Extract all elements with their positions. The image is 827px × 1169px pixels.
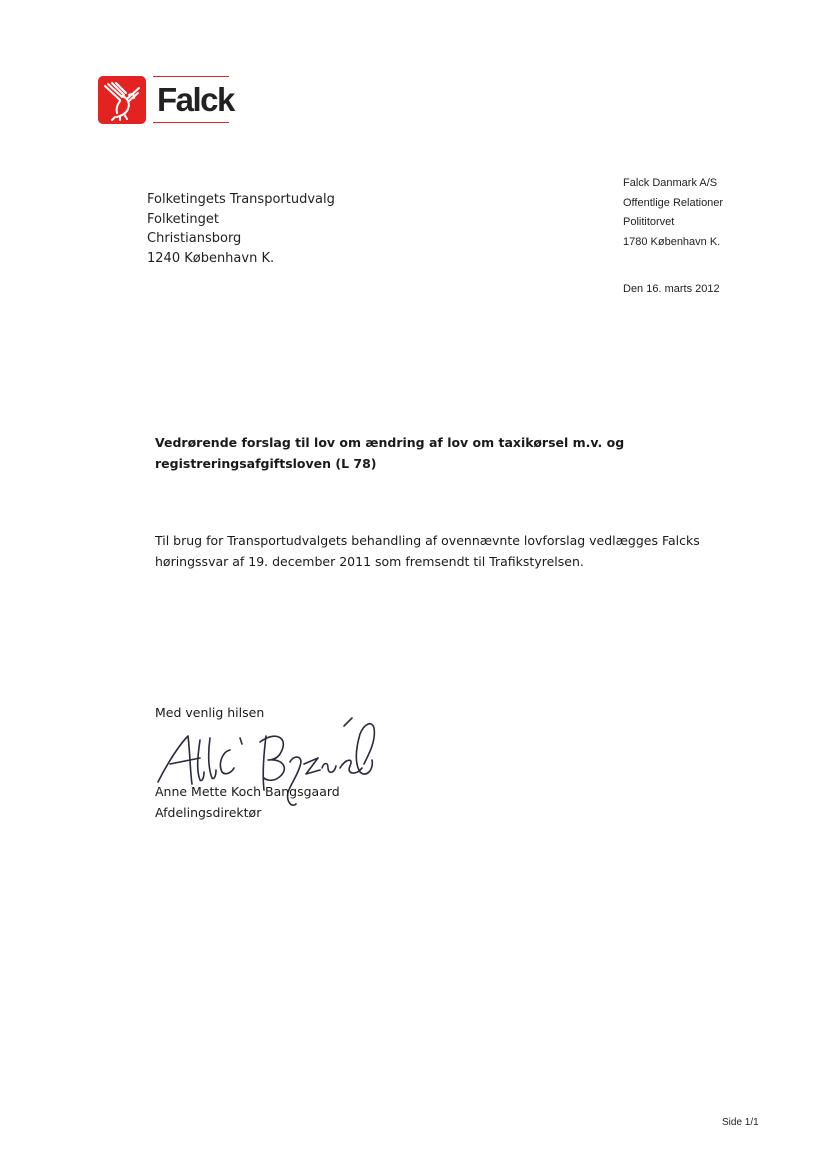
sender-address bbox=[623, 174, 723, 252]
letter-body: Til brug for Transportudvalgets behandling af ovennævnte lovforslag vedlægges Falcks høringssvar af 19. december 2011 som fremsendt til Trafikstyrelsen. bbox=[155, 533, 700, 569]
sender-line: Polititorvet bbox=[623, 216, 675, 228]
page-number: Side 1/1 bbox=[722, 1117, 759, 1128]
letter-date: Den 16. marts 2012 bbox=[623, 283, 720, 295]
signer-name: Anne Mette Koch Bangsgaard bbox=[155, 784, 340, 799]
recipient-line: Folketinget bbox=[147, 211, 219, 227]
logo-rule-top bbox=[153, 76, 229, 77]
logo-rule-bottom bbox=[153, 122, 229, 123]
signer-title: Afdelingsdirektør bbox=[155, 805, 262, 820]
falck-bird-icon bbox=[98, 76, 146, 124]
recipient-address bbox=[147, 190, 335, 268]
letter-subject: Vedrørende forslag til lov om ændring af lov om taxikørsel m.v. og registreringsafgiftsloven (L 78) bbox=[155, 435, 625, 471]
sender-line: Falck Danmark A/S bbox=[623, 177, 718, 189]
recipient-line: 1240 København K. bbox=[147, 250, 275, 266]
letter-closing: Med venlig hilsen bbox=[155, 705, 265, 720]
sender-line: 1780 København K. bbox=[623, 235, 721, 248]
falck-logo-mark bbox=[98, 76, 146, 124]
sender-line: Offentlige Relationer bbox=[623, 196, 724, 209]
falck-wordmark: Falck bbox=[157, 81, 234, 118]
recipient-line: Folketingets Transportudvalg bbox=[147, 192, 335, 207]
recipient-line: Christiansborg bbox=[147, 231, 242, 246]
